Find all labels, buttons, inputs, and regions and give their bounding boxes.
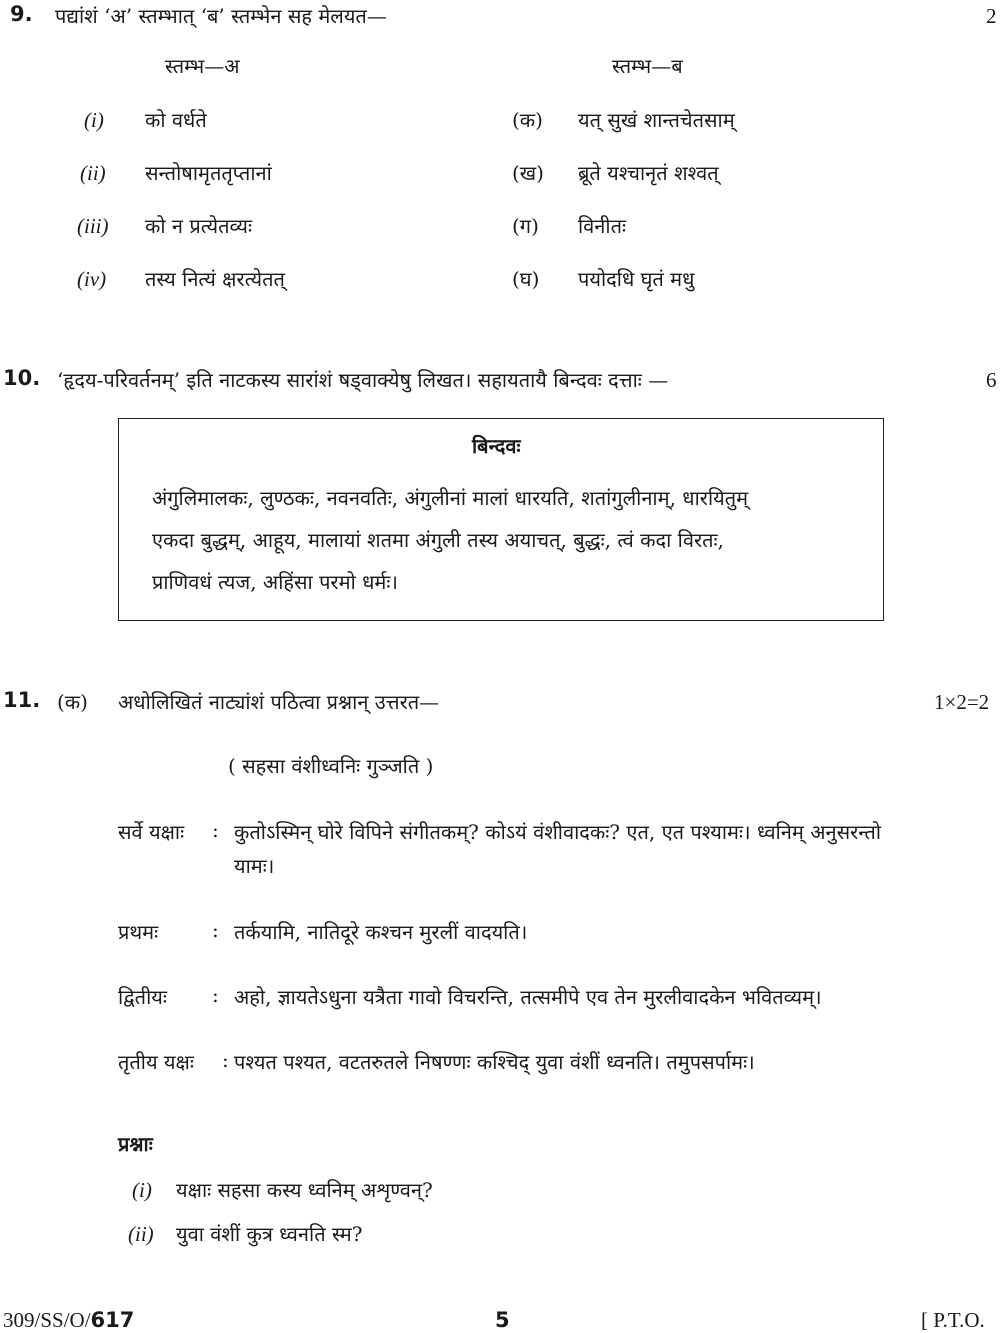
questions-title: प्रश्नाः [118, 1132, 153, 1156]
row-number: (i) [84, 108, 104, 132]
hints-line: अंगुलिमालकः, लुण्ठकः, नवनवतिः, अंगुलीनां मालां धारयति, शतांगुलीनाम्, धारयितुम् [152, 486, 749, 510]
dialogue-line: तर्कयामि, नातिदूरे कश्चन मुरलीं वादयति। [234, 920, 528, 944]
q11-part: (क) [57, 690, 88, 714]
row-number: (iii) [77, 214, 109, 238]
column-b-item: ब्रूते यश्चानृतं शश्वत् [578, 161, 719, 185]
q10-text: ‘हृदय-परिवर्तनम्’ इति नाटकस्य सारांशं षड्वाक्येषु लिखत। सहायतायै बिन्दवः दत्ताः — [57, 368, 669, 392]
dialogue-separator: : [212, 818, 219, 842]
q10-number: 10. [3, 366, 41, 390]
dialogue-speaker: सर्वे यक्षाः [118, 820, 185, 844]
dialogue-speaker: तृतीय यक्षः [118, 1050, 194, 1074]
column-b-key: (क) [512, 108, 543, 132]
hints-line: प्राणिवधं त्यज, अहिंसा परमो धर्मः। [152, 570, 398, 594]
page-number-value: 5 [495, 1308, 510, 1332]
dialogue-separator: : [212, 918, 219, 942]
hints-title: बिन्दवः [472, 434, 521, 458]
column-b-key: (घ) [512, 267, 540, 291]
paper-code [3, 1308, 134, 1333]
column-b-item: यत् सुखं शान्तचेतसाम् [578, 108, 735, 132]
dialogue-line: यामः। [234, 854, 275, 878]
column-a-item: को वर्धते [145, 108, 207, 132]
q11-marks: 1×2=2 [934, 690, 990, 714]
column-b-item: विनीतः [578, 214, 627, 238]
pto-label: [ P.T.O. [921, 1308, 985, 1332]
dialogue-speaker: प्रथमः [118, 920, 159, 944]
q9-marks: 2 [986, 4, 997, 28]
column-a-item: को न प्रत्येतव्यः [145, 214, 253, 238]
dialogue-line: कुतोऽस्मिन् घोरे विपिने संगीतकम्? कोऽयं वंशीवादकः? एत, एत पश्यामः। ध्वनिम् अनुसरन्तो [234, 820, 882, 844]
question-number: (i) [132, 1178, 152, 1202]
question-text: युवा वंशीं कुत्र ध्वनति स्म? [176, 1222, 363, 1246]
column-b-header: स्तम्भ—ब [612, 54, 683, 78]
q10-marks: 6 [986, 368, 997, 392]
paper-code-prefix: 309/SS/O/ [3, 1308, 91, 1332]
page-number [495, 1308, 510, 1333]
q11-text: अधोलिखितं नाट्यांशं पठित्वा प्रश्नान् उत्तरत— [118, 690, 440, 714]
column-b-key: (ख) [512, 161, 544, 185]
dialogue-speaker: द्वितीयः [118, 985, 167, 1009]
column-b-item: पयोदधि घृतं मधु [578, 267, 695, 291]
column-b-key: (ग) [512, 214, 539, 238]
paper-code-number: 617 [90, 1308, 135, 1332]
q9-number: 9. [10, 2, 33, 26]
question-text: यक्षाः सहसा कस्य ध्वनिम् अशृण्वन्? [176, 1178, 433, 1202]
row-number: (iv) [77, 267, 107, 291]
column-a-header: स्तम्भ—अ [165, 54, 240, 78]
q11-number: 11. [3, 688, 41, 712]
dialogue-line: अहो, ज्ञायतेऽधुना यत्रैता गावो विचरन्ति, तत्समीपे एव तेन मुरलीवादकेन भवितव्यम्। [234, 985, 822, 1009]
hints-line: एकदा बुद्धम्, आहूय, मालायां शतमा अंगुली तस्य अयाचत्, बुद्धः, त्वं कदा विरतः, [152, 528, 724, 552]
q9-text: पद्यांशं ‘अ’ स्तम्भात् ‘ब’ स्तम्भेन सह मेलयत— [55, 4, 387, 28]
column-a-item: तस्य नित्यं क्षरत्येतत् [145, 267, 285, 291]
dialogue-line: पश्यत पश्यत, वटतरुतले निषण्णः कश्चिद् युवा वंशीं ध्वनति। तमुपसर्पामः। [234, 1050, 755, 1074]
row-number: (ii) [80, 161, 106, 185]
dialogue-separator: : [222, 1048, 229, 1072]
stage-direction: ( सहसा वंशीध्वनिः गुञ्जति ) [228, 754, 434, 778]
question-number: (ii) [128, 1222, 154, 1246]
column-a-item: सन्तोषामृततृप्तानां [145, 161, 272, 185]
dialogue-separator: : [212, 983, 219, 1007]
